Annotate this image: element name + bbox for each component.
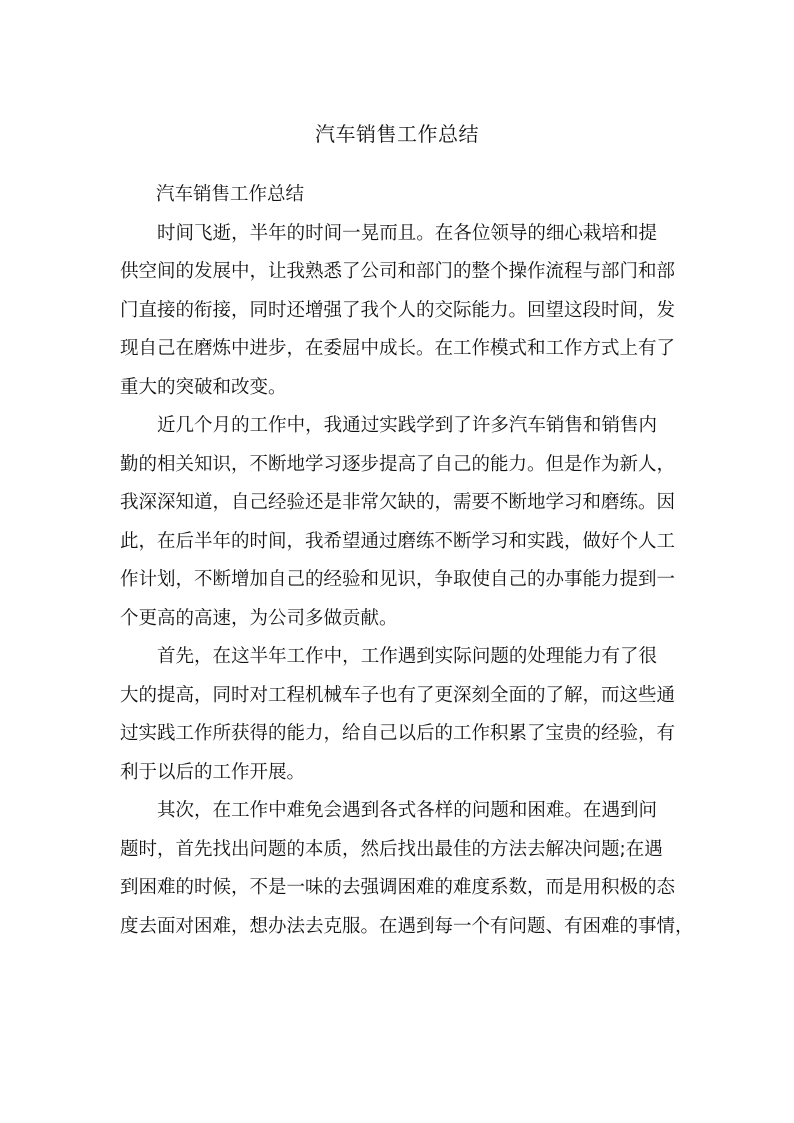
paragraph-line: 勤的相关知识，不断地学习逐步提高了自己的能力。但是作为新人， [120,453,676,475]
document-body [120,176,694,946]
paragraph-line: 其次，在工作中难免会遇到各式各样的问题和困难。在遇到问 [157,800,657,821]
paragraph-2 [120,407,676,638]
paragraph-line: 我深深知道，自己经验还是非常欠缺的，需要不断地学习和磨练。因 [120,492,676,513]
paragraph-line: 现自己在磨炼中进步，在委屈中成长。在工作模式和工作方式上有了 [120,338,676,359]
paragraph-line: 到困难的时候，不是一味的去强调困难的难度系数，而是用积极的态 [120,877,676,898]
document-subtitle: 汽车销售工作总结 [156,184,305,205]
paragraph-line: 题时，首先找出问题的本质，然后找出最佳的方法去解决问题;在遇 [120,838,663,860]
paragraph-line: 大的提高，同时对工程机械车子也有了更深刻全面的了解，而这些通 [120,684,676,706]
paragraph-line: 度去面对困难，想办法去克服。在遇到每一个有问题、有困难的事情， [120,915,694,937]
paragraph-line: 首先，在这半年工作中，工作遇到实际问题的处理能力有了很 [157,646,657,667]
paragraph-line: 过实践工作所获得的能力，给自己以后的工作积累了宝贵的经验，有 [120,723,676,744]
paragraph-1 [120,215,676,408]
paragraph-line: 供空间的发展中，让我熟悉了公司和部门的整个操作流程与部门和部 [120,261,676,282]
paragraph-line: 作计划，不断增加自己的经验和见识，争取使自己的办事能力提到一 [120,569,676,590]
paragraph-line: 个更高的高速，为公司多做贡献。 [120,607,398,629]
paragraph-line: 门直接的衔接，同时还增强了我个人的交际能力。回望这段时间，发 [120,299,676,321]
paragraph-line: 近几个月的工作中，我通过实践学到了许多汽车销售和销售内 [157,415,657,436]
paragraph-line: 重大的突破和改变。 [120,376,287,398]
document-title: 汽车销售工作总结 [315,122,479,146]
paragraph-4 [120,792,694,946]
paragraph-line: 时间飞逝，半年的时间一晃而且。在各位领导的细心栽培和提 [157,222,657,244]
paragraph-line: 利于以后的工作开展。 [120,761,306,783]
paragraph-line: 此，在后半年的时间，我希望通过磨练不断学习和实践，做好个人工 [120,530,676,552]
paragraph-3 [120,638,676,792]
